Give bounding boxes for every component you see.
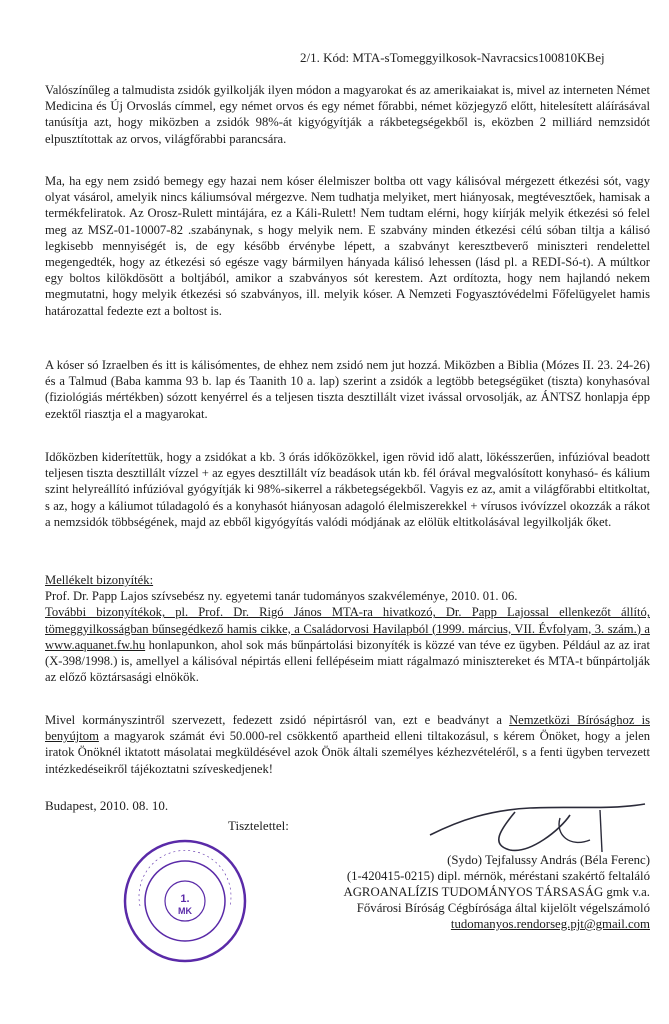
evidence-line-1: Prof. Dr. Papp Lajos szívsebész ny. egyetemi tanár tudományos szakvéleménye, 2010. 01. 06.: [45, 589, 518, 604]
signer-title: (1-420415-0215) dipl. mérnök, méréstani szakértő feltaláló: [346, 869, 650, 883]
contact-email[interactable]: tudomanyos.rendorseg.pjt@gmail.com: [450, 917, 650, 931]
handwritten-signature: [420, 790, 660, 860]
evidence-section: [45, 572, 650, 685]
evidence-link[interactable]: További bizonyítékok, pl. Prof. Dr. Rigó János MTA-ra hivatkozó, Dr. Papp Lajossal ellenkezőt állító, tömeggyilkosságban bűnsegédkező hamis cikke, a Családorvosi Havilapból (1999. március, VII. Évfolyam, 3. szám.) a www.aquanet.fw.hu: [45, 605, 650, 652]
company-name: AGROANALÍZIS TUDOMÁNYOS TÁRSASÁG gmk v.a.: [343, 885, 650, 899]
date-line: Budapest, 2010. 08. 10.: [45, 798, 169, 813]
paragraph-5-end: a magyarok számát évi 50.000-rel csökkentő apartheid elleni tiltakozásul, s kérem Önöket, hogy a jelen iratok Önöknél iktatott másolatai megküldésével azok Önök általi személyes kézhezvételéről, s a fenti ügyben tervezett intézkedéseikről tájékoztatni szíveskedjenek!: [45, 729, 650, 776]
court-appointment: Fővárosi Bíróság Cégbírósága által kijelölt végelszámoló: [356, 901, 650, 915]
document-reference-code: 2/1. Kód: MTA-sTomeggyilkosok-Navracsics100810KBej: [300, 50, 605, 65]
signature-block: [255, 852, 650, 932]
company-stamp: [120, 836, 250, 966]
paragraph-1: Valószínűleg a talmudista zsidók gyilkolják ilyen módon a magyarokat és az amerikaiakat is, mivel az interneten Német Medicina és Új Orvoslás címmel, egy német orvos és egy német főrabbi, német közjegyző előtt, hitelesített aláírásával tanúsítja azt, hogy miközben a zsidók 98%-át kigyógyítják a rákbetegségekből is, eközben 2 milliárd nemzsidót elpusztítottak az orvos, világfőrabbi parancsára.: [45, 83, 650, 146]
paragraph-5-start: Mivel kormányszintről szervezett, fedezett zsidó népirtásról van, ezt e beadványt a: [45, 713, 510, 727]
stamp-center-number: 1.: [180, 893, 190, 905]
greeting: Tisztelettel:: [228, 818, 289, 833]
paragraph-3: A kóser só Izraelben és itt is kálisómentes, de ehhez nem zsidó nem jut hozzá. Miközben a Biblia (Mózes II. 23. 24-26) és a Talmud (Baba kamma 93 b. lap és Taanith 10 a. lap) szerint a zsidók a legtöbb betegségüket (tiszta) konyhasóval (fiziológiás mértékben) sózott kenyérrel és a teljesen tiszta desztillált vizet ivással orvosolják, az ÁNTSZ honlapja épp ezektől riasztja el a magyarokat.: [45, 358, 650, 421]
evidence-heading: Mellékelt bizonyíték:: [45, 573, 154, 587]
paragraph-2: Ma, ha egy nem zsidó bemegy egy hazai nem kóser élelmiszer boltba ott vagy kálisóval mérgezett étkezési sót, vagy olyat vásárol, amelyik nincs káliumsóval mérgezve. Nem tudhatja melyiket, mert hiányosak, megtévesztőek, hamisak a termékfeliratok. Az Orosz-Rulett mintájára, ez a Káli-Rulett! Nem tudtam elérni, hogy kiírják melyik étkezési só felel meg az MSZ-01-10007-82 .szabánynak, s hogy melyik nem. E szabvány minden étkezési célú sóban tiltja a kálisó legkisebb mennyiségét is, de egy később érvénybe lépett, a szabványt keresztbeverő miniszteri rendelettel megengedték, hogy az étkezési só egésze vagy bármilyen hányada kálisó lehessen (lásd pl. a REDI-Só-t). A múltkor egy boltos kilökdösött a boltjából, amikor a szabványos sót kerestem. Azt ordítozta, hogy nem hajlandó nekem megmutatni, hogy melyik étkezési só szabványos, ill. melyik kóser. A Nemzeti Fogyasztóvédelmi Főfelügyelet hamis határozattal fedezte ezt a boltost is.: [45, 174, 650, 318]
paragraph-5: [45, 712, 650, 777]
international-court-link: Nemzetközi Bírósághoz is benyújtom: [45, 713, 650, 744]
stamp-center-text: MK: [178, 906, 192, 916]
evidence-rest: honlapunkon, ahol sok más bűnpártolási bizonyíték is közzé van téve ez ügyben. Például az az irat (X-398/1998.) is, amellyel a kálisóval népirtás elleni fellépéseim miatt rágalmazó minisztereket és MTA-t bűnpártolják az előző köztársasági elnökök.: [45, 637, 650, 685]
paragraph-4: Időközben kiderítettük, hogy a zsidókat a kb. 3 órás időközökkel, igen rövid idő alatt, lökésszerűen, infúzióval beadott teljesen tiszta desztillált vízzel + az egyes desztillált víz beadások után kb. fél órával megvalósított konyhasó- és kálium szint helyreállító infúzióval gyógyítják ki 98%-sikerrel a rákbetegségekből. Vagyis ez az, amit a világfőrabbi eltitkoltat, s az, hogy a káliumot túladagoló és a konyhasót hiányosan adagoló élelmiszerekkel + vírusos ivóvízzel okozzák a rákot a nemzsidók többségének, majd az ebből kigyógyítás valódi módjának az elölük eltitkolásával legyilkolják őket.: [45, 450, 650, 529]
signer-name: (Sydo) Tejfalussy András (Béla Ferenc): [447, 853, 650, 867]
evidence-line-2: [45, 604, 650, 685]
